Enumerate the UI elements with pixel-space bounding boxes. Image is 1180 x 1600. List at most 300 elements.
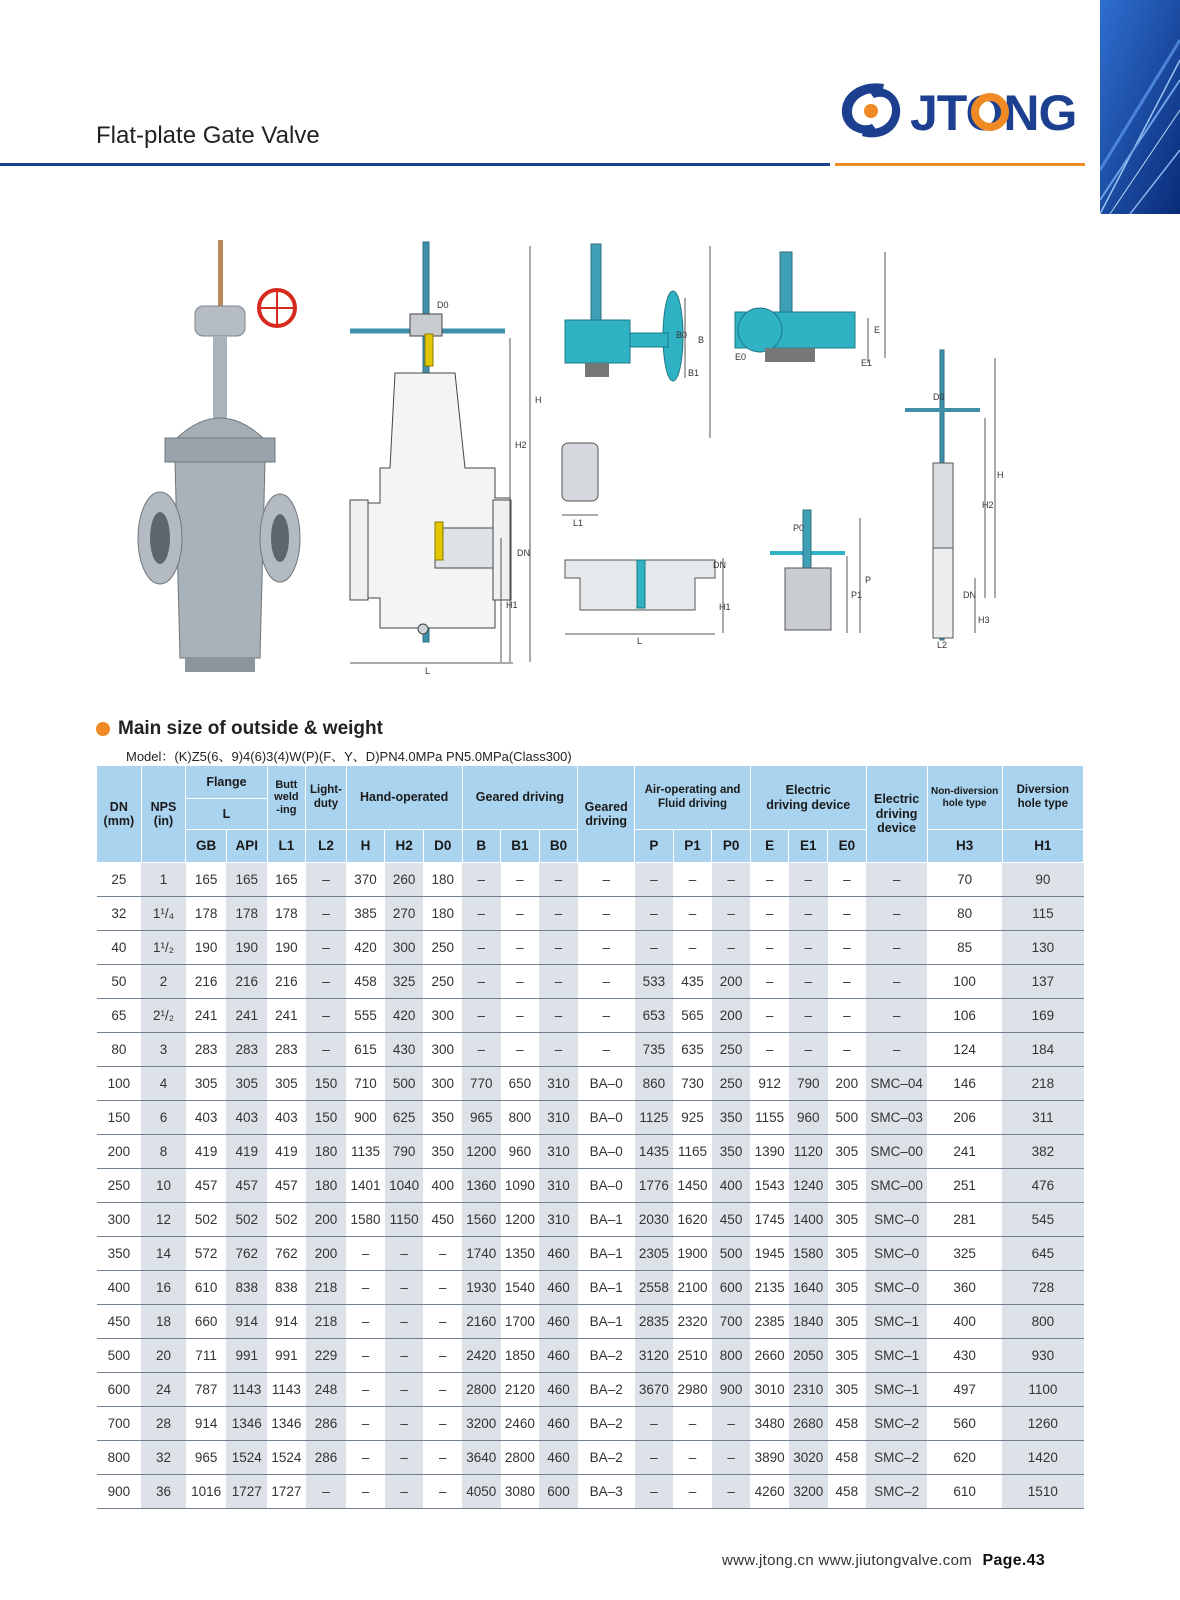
table-cell: 305 (828, 1305, 867, 1339)
table-cell: 533 (635, 965, 674, 999)
table-cell: 250 (423, 965, 462, 999)
label-h2: H2 (515, 440, 527, 450)
table-cell: – (501, 863, 540, 897)
table-cell: – (789, 999, 828, 1033)
table-cell: 178 (267, 897, 306, 931)
table-cell: 500 (828, 1101, 867, 1135)
table-cell: 1200 (501, 1203, 540, 1237)
table-cell: 1580 (346, 1203, 385, 1237)
table-cell: – (306, 1033, 347, 1067)
table-cell: SMC–0 (866, 1203, 927, 1237)
table-cell: 200 (306, 1237, 347, 1271)
table-cell: 460 (539, 1339, 578, 1373)
table-cell: – (385, 1271, 424, 1305)
table-cell: 150 (306, 1067, 347, 1101)
col-l1: L1 (267, 830, 306, 863)
table-cell: – (750, 931, 789, 965)
table-cell: 635 (673, 1033, 712, 1067)
table-cell: 286 (306, 1441, 347, 1475)
table-cell: 286 (306, 1407, 347, 1441)
table-cell: 305 (828, 1339, 867, 1373)
table-cell: 900 (346, 1101, 385, 1135)
table-cell: 965 (462, 1101, 501, 1135)
table-cell: – (712, 1475, 751, 1509)
table-cell: 1850 (501, 1339, 540, 1373)
label-h3-thin: H3 (978, 615, 990, 625)
table-cell: 3200 (789, 1475, 828, 1509)
table-cell: 350 (712, 1135, 751, 1169)
table-cell: BA–2 (578, 1373, 635, 1407)
table-cell: – (673, 931, 712, 965)
col-flange: Flange (186, 766, 267, 799)
table-cell: 1510 (1002, 1475, 1083, 1509)
table-cell: – (462, 965, 501, 999)
table-cell: BA–0 (578, 1135, 635, 1169)
table-cell: 460 (539, 1237, 578, 1271)
table-cell: 300 (97, 1203, 142, 1237)
table-cell: 435 (673, 965, 712, 999)
jtong-logo (832, 72, 1088, 150)
table-cell: 912 (750, 1067, 789, 1101)
col-h: H (346, 830, 385, 863)
table-cell: 1945 (750, 1237, 789, 1271)
table-cell: SMC–2 (866, 1475, 927, 1509)
table-cell: 1100 (1002, 1373, 1083, 1407)
table-cell: 620 (927, 1441, 1002, 1475)
table-cell: 545 (1002, 1203, 1083, 1237)
table-cell: 1840 (789, 1305, 828, 1339)
col-api: API (226, 830, 267, 863)
header-rule-orange (835, 163, 1085, 166)
table-cell: 180 (306, 1169, 347, 1203)
table-cell: – (789, 863, 828, 897)
table-cell: SMC–1 (866, 1373, 927, 1407)
table-cell: 2310 (789, 1373, 828, 1407)
label-p0: P0 (793, 523, 805, 533)
table-cell: 610 (927, 1475, 1002, 1509)
table-cell: 900 (712, 1373, 751, 1407)
table-cell: – (539, 965, 578, 999)
table-cell: – (385, 1339, 424, 1373)
table-cell: BA–3 (578, 1475, 635, 1509)
table-cell: 146 (927, 1067, 1002, 1101)
table-cell: SMC–2 (866, 1407, 927, 1441)
table-cell: 50 (97, 965, 142, 999)
table-cell: – (635, 1475, 674, 1509)
table-cell: 1435 (635, 1135, 674, 1169)
table-cell: 2558 (635, 1271, 674, 1305)
table-cell: – (346, 1441, 385, 1475)
table-cell: – (828, 863, 867, 897)
table-cell: 100 (97, 1067, 142, 1101)
table-cell: 370 (346, 863, 385, 897)
table-cell: 2320 (673, 1305, 712, 1339)
table-cell: SMC–00 (866, 1169, 927, 1203)
butt-weld-detail (562, 443, 598, 515)
table-cell: – (346, 1271, 385, 1305)
table-cell: 2680 (789, 1407, 828, 1441)
table-cell: 1620 (673, 1203, 712, 1237)
table-cell: 2835 (635, 1305, 674, 1339)
table-cell: 248 (306, 1373, 347, 1407)
table-cell: 14 (141, 1237, 186, 1271)
table-cell: 762 (226, 1237, 267, 1271)
table-cell: 460 (539, 1407, 578, 1441)
table-cell: 350 (423, 1135, 462, 1169)
table-cell: 305 (828, 1373, 867, 1407)
table-cell: – (346, 1475, 385, 1509)
table-cell: 241 (927, 1135, 1002, 1169)
table-cell: 65 (97, 999, 142, 1033)
table-cell: 600 (97, 1373, 142, 1407)
table-cell: 2¹/₂ (141, 999, 186, 1033)
table-cell: 1740 (462, 1237, 501, 1271)
table-cell: 283 (267, 1033, 306, 1067)
col-butt-weld: Butt weld -ing (267, 766, 306, 830)
table-cell: 300 (423, 999, 462, 1033)
table-cell: 4260 (750, 1475, 789, 1509)
table-cell: 800 (501, 1101, 540, 1135)
table-cell: 1350 (501, 1237, 540, 1271)
table-cell: – (306, 965, 347, 999)
table-cell: BA–2 (578, 1441, 635, 1475)
table-cell: 458 (346, 965, 385, 999)
col-hand-operated: Hand-operated (346, 766, 462, 830)
table-cell: 305 (828, 1271, 867, 1305)
table-cell: 450 (97, 1305, 142, 1339)
table-cell: 1346 (267, 1407, 306, 1441)
table-cell: – (635, 897, 674, 931)
jtong-swirl-icon (842, 83, 900, 137)
table-cell: 218 (1002, 1067, 1083, 1101)
table-cell: 991 (267, 1339, 306, 1373)
table-cell: 1120 (789, 1135, 828, 1169)
table-cell: – (423, 1305, 462, 1339)
table-cell: 458 (828, 1441, 867, 1475)
table-cell: 200 (712, 965, 751, 999)
table-cell: 653 (635, 999, 674, 1033)
table-cell: – (578, 931, 635, 965)
table-cell: SMC–00 (866, 1135, 927, 1169)
table-cell: 2050 (789, 1339, 828, 1373)
col-electric-driving: Electric driving device (866, 766, 927, 863)
page-footer (722, 1552, 1045, 1570)
table-cell: – (385, 1475, 424, 1509)
table-cell: 12 (141, 1203, 186, 1237)
table-cell: 403 (186, 1101, 227, 1135)
table-cell: 100 (927, 965, 1002, 999)
table-cell: 497 (927, 1373, 1002, 1407)
table-cell: – (539, 931, 578, 965)
table-cell: 403 (226, 1101, 267, 1135)
table-cell: 2420 (462, 1339, 501, 1373)
table-cell: 1540 (501, 1271, 540, 1305)
table-cell: 476 (1002, 1169, 1083, 1203)
table-cell: 305 (828, 1237, 867, 1271)
table-cell: 1727 (226, 1475, 267, 1509)
table-cell: 180 (423, 863, 462, 897)
table-cell: 500 (712, 1237, 751, 1271)
table-cell: 200 (306, 1203, 347, 1237)
table-cell: – (346, 1373, 385, 1407)
table-cell: 216 (267, 965, 306, 999)
table-cell: 1420 (1002, 1441, 1083, 1475)
table-cell: 457 (226, 1169, 267, 1203)
table-cell: – (789, 931, 828, 965)
table-cell: BA–1 (578, 1237, 635, 1271)
table-cell: 130 (1002, 931, 1083, 965)
label-d0: D0 (437, 300, 449, 310)
table-cell: 419 (267, 1135, 306, 1169)
table-cell: BA–0 (578, 1169, 635, 1203)
table-cell: 762 (267, 1237, 306, 1271)
label-b1: B1 (688, 368, 700, 378)
table-cell: – (712, 1407, 751, 1441)
table-cell: 16 (141, 1271, 186, 1305)
table-cell: BA–1 (578, 1305, 635, 1339)
table-cell: SMC–1 (866, 1339, 927, 1373)
table-cell: 1200 (462, 1135, 501, 1169)
table-cell: 403 (267, 1101, 306, 1135)
table-cell: – (385, 1373, 424, 1407)
table-cell: 1524 (267, 1441, 306, 1475)
table-cell: BA–2 (578, 1407, 635, 1441)
table-cell: 178 (226, 897, 267, 931)
table-cell: – (423, 1339, 462, 1373)
table-cell: 2980 (673, 1373, 712, 1407)
table-cell: – (578, 1033, 635, 1067)
table-cell: 190 (267, 931, 306, 965)
label-h: H (535, 395, 542, 405)
table-cell: SMC–0 (866, 1271, 927, 1305)
table-cell: 1745 (750, 1203, 789, 1237)
table-cell: 216 (226, 965, 267, 999)
table-cell: 28 (141, 1407, 186, 1441)
table-cell: SMC–1 (866, 1305, 927, 1339)
table-cell: 711 (186, 1339, 227, 1373)
table-cell: – (828, 897, 867, 931)
table-row (97, 1305, 1084, 1339)
col-p: P (635, 830, 674, 863)
table-cell: 40 (97, 931, 142, 965)
table-cell: 1640 (789, 1271, 828, 1305)
table-cell: 930 (1002, 1339, 1083, 1373)
table-cell: 458 (828, 1475, 867, 1509)
footer-urls: www.jtong.cn www.jiutongvalve.com (722, 1552, 973, 1569)
table-cell: 450 (712, 1203, 751, 1237)
label-dn-thin: DN (963, 590, 976, 600)
table-cell: 450 (423, 1203, 462, 1237)
table-cell: 2460 (501, 1407, 540, 1441)
table-cell: BA–0 (578, 1101, 635, 1135)
table-cell: 310 (539, 1169, 578, 1203)
table-cell: 1700 (501, 1305, 540, 1339)
table-row (97, 1033, 1084, 1067)
bullet-dot-icon (96, 722, 110, 736)
table-row (97, 1067, 1084, 1101)
table-cell: – (346, 1339, 385, 1373)
table-cell: – (828, 965, 867, 999)
table-cell: 838 (226, 1271, 267, 1305)
col-h2: H2 (385, 830, 424, 863)
table-cell: 400 (423, 1169, 462, 1203)
col-e0: E0 (828, 830, 867, 863)
table-cell: – (501, 965, 540, 999)
table-cell: – (306, 999, 347, 1033)
table-cell: 457 (186, 1169, 227, 1203)
non-diversion-drawing (905, 350, 995, 640)
table-cell: 305 (828, 1169, 867, 1203)
table-cell: – (673, 1475, 712, 1509)
table-cell: – (712, 931, 751, 965)
table-cell: – (673, 863, 712, 897)
table-cell: – (578, 897, 635, 931)
table-cell: 1150 (385, 1203, 424, 1237)
label-b0: B0 (676, 330, 688, 340)
col-p1: P1 (673, 830, 712, 863)
table-cell: 565 (673, 999, 712, 1033)
table-row (97, 999, 1084, 1033)
table-cell: – (789, 1033, 828, 1067)
table-cell: 218 (306, 1305, 347, 1339)
col-h1: H1 (1002, 830, 1083, 863)
label-p: P (865, 575, 872, 585)
table-cell: 502 (267, 1203, 306, 1237)
table-cell: 991 (226, 1339, 267, 1373)
table-cell: – (712, 1441, 751, 1475)
label-dn-light: DN (713, 560, 726, 570)
table-cell: 300 (385, 931, 424, 965)
table-cell: 1090 (501, 1169, 540, 1203)
table-cell: 1560 (462, 1203, 501, 1237)
table-cell: 241 (267, 999, 306, 1033)
table-cell: 190 (226, 931, 267, 965)
table-row (97, 1339, 1084, 1373)
table-cell: 3120 (635, 1339, 674, 1373)
table-cell: 460 (539, 1271, 578, 1305)
table-cell: 178 (186, 897, 227, 931)
col-l2: L2 (306, 830, 347, 863)
table-cell: 305 (828, 1203, 867, 1237)
table-cell: 1930 (462, 1271, 501, 1305)
table-cell: 250 (712, 1067, 751, 1101)
table-cell: 2 (141, 965, 186, 999)
table-cell: 458 (828, 1407, 867, 1441)
table-cell: 838 (267, 1271, 306, 1305)
table-cell: 3640 (462, 1441, 501, 1475)
table-cell: – (501, 999, 540, 1033)
table-cell: 3670 (635, 1373, 674, 1407)
table-cell: 925 (673, 1101, 712, 1135)
table-cell: 206 (927, 1101, 1002, 1135)
table-cell: BA–1 (578, 1271, 635, 1305)
label-h2-thin: H2 (982, 500, 994, 510)
table-cell: – (462, 931, 501, 965)
table-cell: 914 (186, 1407, 227, 1441)
table-cell: 2100 (673, 1271, 712, 1305)
table-cell: 124 (927, 1033, 1002, 1067)
table-cell: 281 (927, 1203, 1002, 1237)
table-cell: 600 (539, 1475, 578, 1509)
table-cell: – (750, 863, 789, 897)
table-cell: SMC–04 (866, 1067, 927, 1101)
table-cell: 1¹/₄ (141, 897, 186, 931)
table-cell: – (462, 897, 501, 931)
col-dn: DN (mm) (97, 766, 142, 863)
table-cell: 200 (712, 999, 751, 1033)
table-cell: 1260 (1002, 1407, 1083, 1441)
table-cell: 241 (186, 999, 227, 1033)
label-l-light: L (637, 636, 643, 646)
page-title: Flat-plate Gate Valve (96, 122, 320, 149)
table-cell: 800 (97, 1441, 142, 1475)
table-cell: – (306, 1475, 347, 1509)
spec-table-body (97, 863, 1084, 1509)
table-cell: 382 (1002, 1135, 1083, 1169)
table-cell: – (385, 1441, 424, 1475)
label-e0: E0 (735, 352, 747, 362)
table-cell: 190 (186, 931, 227, 965)
table-cell: 1390 (750, 1135, 789, 1169)
table-cell: 660 (186, 1305, 227, 1339)
table-cell: – (578, 863, 635, 897)
table-cell: 200 (828, 1067, 867, 1101)
table-cell: 1135 (346, 1135, 385, 1169)
table-cell: – (635, 863, 674, 897)
table-cell: – (385, 1407, 424, 1441)
section-title: Main size of outside & weight (118, 718, 383, 739)
table-cell: – (673, 1407, 712, 1441)
table-cell: 32 (141, 1441, 186, 1475)
table-cell: 180 (423, 897, 462, 931)
table-cell: – (306, 897, 347, 931)
col-light-duty: Light- duty (306, 766, 347, 830)
table-cell: 615 (346, 1033, 385, 1067)
table-cell: 216 (186, 965, 227, 999)
light-duty-drawing (565, 558, 723, 634)
table-cell: 500 (97, 1339, 142, 1373)
table-cell: – (750, 999, 789, 1033)
table-cell: SMC–0 (866, 1237, 927, 1271)
table-cell: 914 (267, 1305, 306, 1339)
table-cell: 1727 (267, 1475, 306, 1509)
table-cell: – (712, 897, 751, 931)
table-cell: 3080 (501, 1475, 540, 1509)
col-b1: B1 (501, 830, 540, 863)
table-cell: 350 (423, 1101, 462, 1135)
table-cell: 965 (186, 1441, 227, 1475)
table-cell: 770 (462, 1067, 501, 1101)
table-row (97, 931, 1084, 965)
table-cell: 645 (1002, 1237, 1083, 1271)
table-cell: 2510 (673, 1339, 712, 1373)
col-e1: E1 (789, 830, 828, 863)
table-row (97, 1373, 1084, 1407)
table-cell: 1400 (789, 1203, 828, 1237)
label-e: E (874, 325, 881, 335)
col-geared-driving: Geared driving (462, 766, 578, 830)
table-cell: 305 (267, 1067, 306, 1101)
table-cell: 150 (97, 1101, 142, 1135)
table-cell: – (578, 999, 635, 1033)
table-cell: – (423, 1407, 462, 1441)
table-cell: 85 (927, 931, 1002, 965)
table-cell: – (750, 897, 789, 931)
table-cell: – (501, 931, 540, 965)
table-cell: – (385, 1237, 424, 1271)
table-cell: 600 (712, 1271, 751, 1305)
table-cell: – (539, 863, 578, 897)
